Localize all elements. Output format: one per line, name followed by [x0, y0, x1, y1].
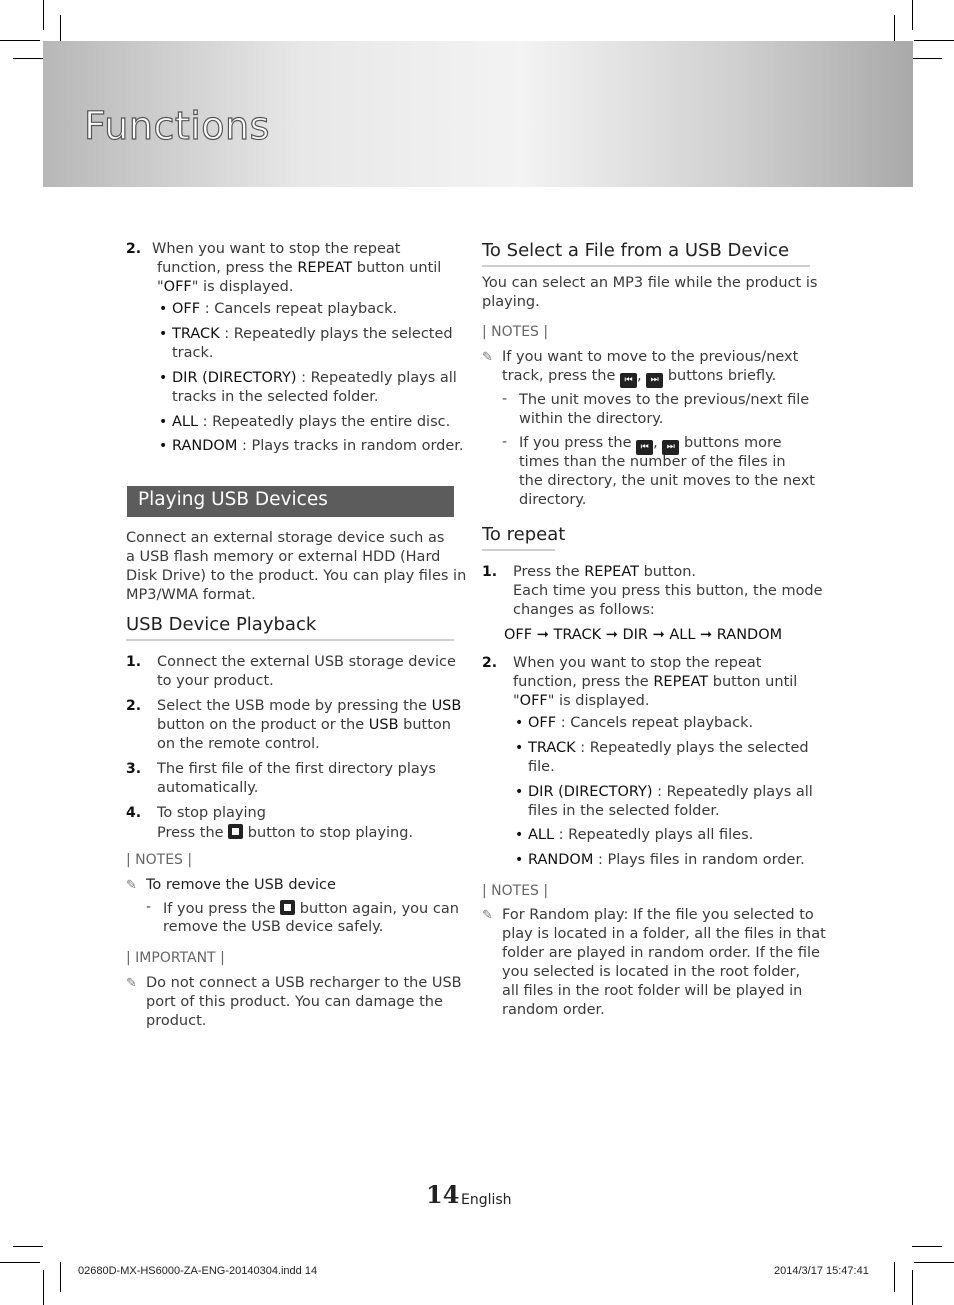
bullet-item — [172, 326, 453, 342]
text-segment: : Plays files in random order. — [593, 852, 805, 868]
page-title: Functions — [84, 104, 270, 148]
step-number: 2. — [126, 698, 142, 714]
text-line: Connect the external USB storage device — [157, 654, 456, 670]
stop-icon — [280, 900, 295, 915]
bullet-dot: • — [159, 438, 168, 454]
bullet-item — [528, 715, 753, 731]
keyword: TRACK — [172, 326, 220, 342]
text-line: If you want to move to the previous/next — [502, 349, 799, 365]
text-line: folder are played in random order. If the file — [502, 945, 820, 961]
step-number: 1. — [126, 654, 142, 670]
pencil-icon: ✎ — [482, 350, 493, 365]
crop-mark — [914, 40, 954, 41]
crop-mark — [912, 58, 942, 59]
pencil-icon: ✎ — [126, 878, 137, 893]
text-segment: button until — [708, 674, 798, 690]
keyword: REPEAT — [653, 674, 709, 690]
next-icon: ⏭ — [662, 440, 679, 455]
intro-line: playing. — [482, 294, 540, 310]
keyword: ALL — [172, 414, 199, 430]
text-segment: function, press the — [513, 674, 654, 690]
text-line: play is located in a folder, all the files in that — [502, 926, 826, 942]
bullet-dot: • — [159, 326, 168, 342]
text-line: port of this product. You can damage the — [146, 994, 443, 1010]
crop-mark — [13, 58, 43, 59]
text-line: times than the number of the files in — [519, 454, 786, 470]
text-line: Each time you press this button, the mode — [513, 583, 823, 599]
stop-icon — [228, 824, 243, 839]
text-line — [513, 674, 797, 690]
text-line: to your product. — [157, 673, 274, 689]
bullet-item — [528, 740, 809, 756]
text-segment: buttons more — [679, 435, 782, 451]
text-line: track, press the ⏮ , ⏭ buttons briefly. — [502, 368, 776, 388]
text-segment: : Repeatedly plays all files. — [554, 827, 754, 843]
text-segment: : Plays tracks in random order. — [237, 438, 464, 454]
bullet-continuation: files in the selected folder. — [528, 803, 720, 819]
subheading: To Select a File from a USB Device — [482, 240, 790, 261]
text-segment: " — [157, 279, 164, 295]
bullet-continuation: track. — [172, 345, 214, 361]
text-line — [163, 900, 459, 917]
bullet-dot: • — [515, 827, 524, 843]
note-title: To remove the USB device — [146, 877, 336, 893]
text-segment: buttons briefly. — [663, 368, 777, 384]
bullet-dot: • — [515, 740, 524, 756]
crop-mark — [912, 1270, 913, 1305]
file-name: 02680D-MX-HS6000-ZA-ENG-20140304.indd 14 — [78, 1265, 318, 1277]
crop-mark — [914, 1262, 954, 1263]
heading-rule — [482, 549, 555, 551]
dash-marker: - — [502, 391, 508, 407]
bullet-item — [172, 370, 457, 386]
text-segment: button until — [352, 260, 442, 276]
bullet-continuation: tracks in the selected folder. — [172, 389, 379, 405]
crop-mark — [912, 1246, 942, 1247]
text-line: For Random play: If the file you selected to — [502, 907, 814, 923]
notes-label: | NOTES | — [482, 883, 549, 899]
bullet-item — [528, 784, 813, 800]
text-line — [157, 279, 293, 295]
step-number: 4. — [126, 805, 142, 821]
text-segment: function, press the — [157, 260, 298, 276]
text-segment: If you press the — [163, 901, 281, 917]
intro-line: You can select an MP3 file while the product is — [482, 275, 818, 291]
text-segment: Select the USB mode by pressing the — [157, 698, 432, 714]
bullet-item — [528, 852, 805, 868]
crop-mark — [13, 1246, 43, 1247]
next-icon: ⏭ — [646, 373, 663, 388]
bullet-item — [172, 438, 464, 454]
step-number: 2. — [126, 241, 142, 257]
bullet-dot: • — [159, 370, 168, 386]
print-timestamp: 2014/3/17 15:47:41 — [774, 1265, 869, 1277]
keyword: DIR (DIRECTORY) — [528, 784, 653, 800]
keyword: OFF — [172, 301, 201, 317]
intro-line: MP3/WMA format. — [126, 587, 256, 603]
text-segment: Press the — [513, 564, 585, 580]
keyword: RANDOM — [528, 852, 594, 868]
text-segment: Press the — [157, 825, 229, 841]
keyword: REPEAT — [297, 260, 353, 276]
dash-marker: - — [502, 434, 508, 450]
keyword: DIR (DIRECTORY) — [172, 370, 297, 386]
keyword: REPEAT — [584, 564, 639, 580]
text-line: all files in the root folder will be played in — [502, 983, 803, 999]
intro-line: a USB flash memory or external HDD (Hard — [126, 549, 441, 565]
notes-label: | NOTES | — [482, 324, 549, 340]
text-line: The first file of the first directory plays — [157, 761, 436, 777]
keyword: USB — [368, 717, 399, 733]
text-line — [157, 698, 461, 714]
text-line: If you press the ⏮ , ⏭ buttons more — [519, 435, 782, 455]
heading-rule — [126, 639, 454, 641]
crop-mark — [43, 0, 44, 30]
heading-rule — [482, 265, 810, 267]
text-segment: : Cancels repeat playback. — [200, 301, 398, 317]
text-line — [157, 260, 441, 276]
text-line: directory. — [519, 492, 587, 508]
text-segment: : Repeatedly plays the selected — [575, 740, 809, 756]
text-line: on the remote control. — [157, 736, 320, 752]
step-number: 3. — [126, 761, 142, 777]
text-segment: button — [398, 717, 451, 733]
previous-icon: ⏮ — [620, 373, 637, 388]
subheading: USB Device Playback — [126, 614, 317, 635]
pencil-icon: ✎ — [482, 908, 493, 923]
text-line: The unit moves to the previous/next file — [519, 392, 810, 408]
text-line: you selected is located in the root folder, — [502, 964, 801, 980]
text-segment: " is displayed. — [547, 693, 650, 709]
keyword: USB — [431, 698, 462, 714]
bullet-item — [172, 414, 450, 430]
text-line: changes as follows: — [513, 602, 655, 618]
crop-mark — [43, 1270, 44, 1305]
intro-line: Connect an external storage device such as — [126, 530, 445, 546]
bullet-item — [172, 301, 397, 317]
dash-marker: - — [146, 899, 152, 915]
step-number: 2. — [482, 655, 498, 671]
text-line — [513, 693, 649, 709]
text-line: Do not connect a USB recharger to the USB — [146, 975, 462, 991]
keyword: TRACK — [528, 740, 576, 756]
intro-line: Disk Drive) to the product. You can play files in — [126, 568, 467, 584]
bullet-dot: • — [515, 715, 524, 731]
important-label: | IMPORTANT | — [126, 950, 225, 966]
text-segment: button to stop playing. — [243, 825, 414, 841]
text-segment: If you press the — [519, 435, 637, 451]
text-segment: button on the product or the — [157, 717, 369, 733]
page-language: English — [461, 1192, 512, 1208]
section-title: Playing USB Devices — [138, 489, 328, 510]
text-line: automatically. — [157, 780, 259, 796]
crop-mark — [894, 1262, 895, 1292]
text-segment: : Repeatedly plays the entire disc. — [198, 414, 451, 430]
text-segment: " — [513, 693, 520, 709]
keyword: RANDOM — [172, 438, 238, 454]
text-segment: : Cancels repeat playback. — [556, 715, 754, 731]
text-line: within the directory. — [519, 411, 664, 427]
crop-mark — [0, 40, 40, 41]
text-segment: track, press the — [502, 368, 621, 384]
crop-mark — [60, 1262, 61, 1292]
keyword: OFF — [163, 279, 192, 295]
crop-mark — [0, 1262, 40, 1263]
previous-icon: ⏮ — [636, 440, 653, 455]
bullet-dot: • — [515, 784, 524, 800]
text-line: remove the USB device safely. — [163, 919, 384, 935]
bullet-continuation: file. — [528, 759, 555, 775]
text-line: When you want to stop the repeat — [152, 241, 401, 257]
text-segment: button again, you can — [295, 901, 459, 917]
text-line — [157, 717, 451, 733]
text-line: product. — [146, 1013, 207, 1029]
text-line: To stop playing — [157, 805, 266, 821]
keyword: ALL — [528, 827, 555, 843]
mode-sequence: OFF ➞ TRACK ➞ DIR ➞ ALL ➞ RANDOM — [504, 627, 783, 643]
bullet-item — [528, 827, 753, 843]
step-number: 1. — [482, 564, 498, 580]
page-number: 14 — [426, 1180, 460, 1209]
text-line: random order. — [502, 1002, 605, 1018]
notes-label: | NOTES | — [126, 852, 193, 868]
bullet-dot: • — [159, 301, 168, 317]
text-line: When you want to stop the repeat — [513, 655, 762, 671]
text-line: the directory, the unit moves to the next — [519, 473, 815, 489]
subheading: To repeat — [482, 524, 566, 545]
bullet-dot: • — [159, 414, 168, 430]
crop-mark — [912, 0, 913, 30]
text-segment: : Repeatedly plays the selected — [219, 326, 453, 342]
section-header — [127, 486, 454, 517]
text-segment: : Repeatedly plays all — [296, 370, 457, 386]
text-line — [157, 824, 413, 841]
pencil-icon: ✎ — [126, 976, 137, 991]
bullet-dot: • — [515, 852, 524, 868]
keyword: OFF — [528, 715, 557, 731]
text-line — [513, 564, 696, 580]
text-segment: button. — [638, 564, 697, 580]
keyword: OFF — [519, 693, 548, 709]
text-segment: : Repeatedly plays all — [652, 784, 813, 800]
text-segment: " is displayed. — [191, 279, 294, 295]
